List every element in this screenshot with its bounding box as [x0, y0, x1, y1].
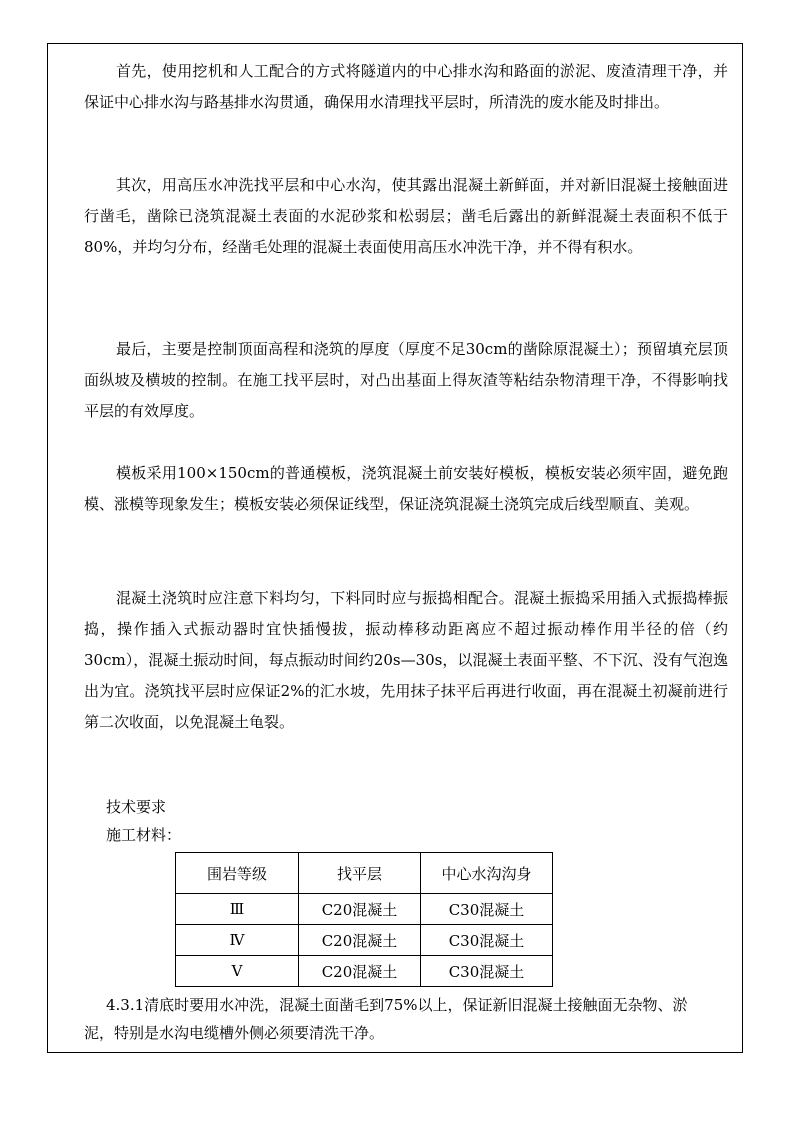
- table-header-row: [176, 853, 553, 894]
- table-cell: Ⅴ: [176, 956, 299, 987]
- table-cell: C30混凝土: [421, 894, 553, 925]
- paragraph-elevation-control: 最后，主要是控制顶面高程和浇筑的厚度（厚度不足30cm的凿除原混凝土）；预留填充层顶面纵坡及横坡的控制。在施工找平层时，对凸出基面上得灰渣等粘结杂物清理干净，不得影响找平层的有效厚度。: [84, 340, 728, 420]
- header-cell-drain-body: 中心水沟沟身: [421, 853, 553, 894]
- table-row: [176, 925, 553, 956]
- table-cell: Ⅳ: [176, 925, 299, 956]
- materials-label: 施工材料：: [106, 826, 182, 844]
- materials-table: [175, 852, 553, 987]
- note-line-1: 4.3.1清底时要用水冲洗，混凝土面凿毛到75%以上，保证新旧混凝土接触面无杂物、淤: [106, 996, 688, 1014]
- table-row: [176, 956, 553, 987]
- table-cell: C20混凝土: [299, 894, 421, 925]
- table-cell: Ⅲ: [176, 894, 299, 925]
- table-cell: C30混凝土: [421, 956, 553, 987]
- paragraph-cleaning: 首先，使用挖机和人工配合的方式将隧道内的中心排水沟和路面的淤泥、废渣清理干净，并保证中心排水沟与路基排水沟贯通，确保用水清理找平层时，所清洗的废水能及时排出。: [84, 62, 728, 111]
- table-row: [176, 894, 553, 925]
- header-cell-rock-grade: 围岩等级: [176, 853, 299, 894]
- table-cell: C30混凝土: [421, 925, 553, 956]
- header-cell-leveling-layer: 找平层: [299, 853, 421, 894]
- note-4-3-1: [84, 991, 730, 1047]
- section-title: 技术要求: [106, 798, 167, 816]
- paragraph-formwork: 模板采用100×150cm的普通模板，浇筑混凝土前安装好模板，模板安装必须牢固，避免跑模、涨模等现象发生；模板安装必须保证线型，保证浇筑混凝土浇筑完成后线型顺直、美观。: [84, 464, 728, 513]
- page-frame: [47, 43, 743, 1053]
- table-cell: C20混凝土: [299, 925, 421, 956]
- note-line-2: 泥，特别是水沟电缆槽外侧必须要清洗干净。: [84, 1024, 385, 1042]
- paragraph-pouring: 混凝土浇筑时应注意下料均匀，下料同时应与振捣相配合。混凝土振捣采用插入式振捣棒振捣，操作插入式振动器时宜快插慢拔，振动棒移动距离应不超过振动棒作用半径的倍（约30cm），混凝土振动时间，每点振动时间约20s—30s，以混凝土表面平整、不下沉、没有气泡逸出为宜。浇筑找平层时应保证2%的汇水坡，先用抹子抹平后再进行收面，再在混凝土初凝前进行第二次收面，以免混凝土龟裂。: [84, 589, 728, 731]
- paragraph-chiseling: 其次，用高压水冲洗找平层和中心水沟，使其露出混凝土新鲜面，并对新旧混凝土接触面进行凿毛，凿除已浇筑混凝土表面的水泥砂浆和松弱层；凿毛后露出的新鲜混凝土表面积不低于80%，并均匀分布，经凿毛处理的混凝土表面使用高压水冲洗干净，并不得有积水。: [84, 176, 728, 256]
- table-cell: C20混凝土: [299, 956, 421, 987]
